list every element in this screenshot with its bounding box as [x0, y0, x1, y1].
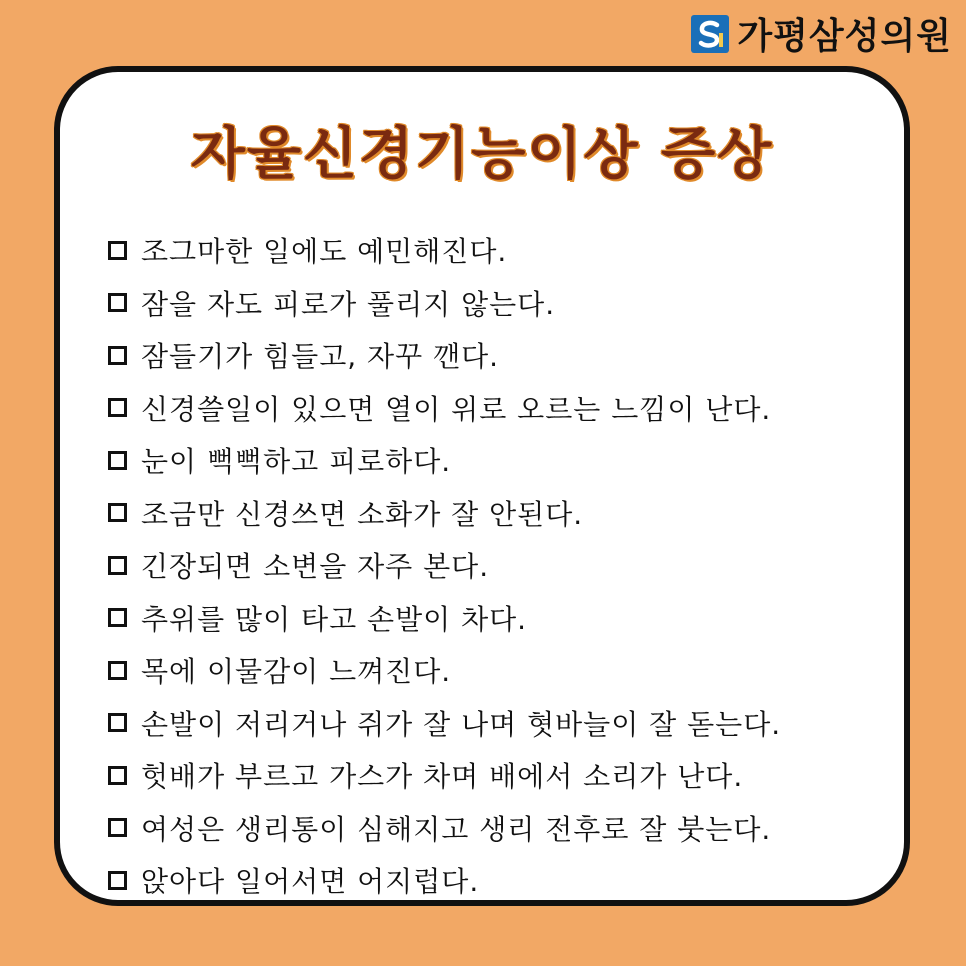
checkbox-icon [108, 451, 127, 470]
symptom-list [108, 224, 781, 907]
checkbox-icon [108, 556, 127, 575]
checkbox-icon [108, 766, 127, 785]
checkbox-icon [108, 241, 127, 260]
symptom-item [108, 802, 781, 855]
symptom-item [108, 854, 781, 907]
symptom-text: 잠들기가 힘들고, 자꾸 깬다. [141, 340, 500, 374]
symptom-item [108, 434, 781, 487]
symptom-item [108, 592, 781, 645]
symptom-text: 긴장되면 소변을 자주 본다. [141, 550, 490, 584]
brand-logo-group [691, 8, 952, 59]
symptom-item [108, 329, 781, 382]
symptom-item [108, 224, 781, 277]
checkbox-icon [108, 293, 127, 312]
symptom-item [108, 697, 781, 750]
symptom-item [108, 487, 781, 540]
symptom-item [108, 539, 781, 592]
symptom-item [108, 277, 781, 330]
symptom-item [108, 749, 781, 802]
checkbox-icon [108, 398, 127, 417]
symptom-text: 잠을 자도 피로가 풀리지 않는다. [141, 287, 556, 321]
symptom-item [108, 382, 781, 435]
checkbox-icon [108, 818, 127, 837]
checkbox-icon [108, 346, 127, 365]
checkbox-icon [108, 713, 127, 732]
checkbox-icon [108, 661, 127, 680]
clinic-logo-icon [691, 15, 729, 53]
checkbox-icon [108, 608, 127, 627]
symptom-text: 신경쓸일이 있으면 열이 위로 오르는 느낌이 난다. [141, 392, 772, 426]
symptom-text: 눈이 뻑뻑하고 피로하다. [141, 445, 452, 479]
symptom-card [54, 66, 910, 906]
symptom-text: 여성은 생리통이 심해지고 생리 전후로 잘 붓는다. [141, 812, 772, 846]
symptom-text: 조금만 신경쓰면 소화가 잘 안된다. [141, 497, 584, 531]
symptom-text: 추위를 많이 타고 손발이 차다. [141, 602, 528, 636]
checkbox-icon [108, 503, 127, 522]
page-title: 자율신경기능이상 증상 [190, 122, 774, 187]
symptom-item [108, 644, 781, 697]
symptom-text: 목에 이물감이 느껴진다. [141, 655, 452, 689]
symptom-text: 조그마한 일에도 예민해진다. [141, 235, 508, 269]
symptom-text: 앉아다 일어서면 어지럽다. [141, 865, 480, 899]
symptom-text: 손발이 저리거나 쥐가 잘 나며 혓바늘이 잘 돋는다. [141, 707, 782, 741]
symptom-text: 헛배가 부르고 가스가 차며 배에서 소리가 난다. [141, 760, 744, 794]
checkbox-icon [108, 871, 127, 890]
clinic-name: 가평삼성의원 [737, 16, 952, 57]
